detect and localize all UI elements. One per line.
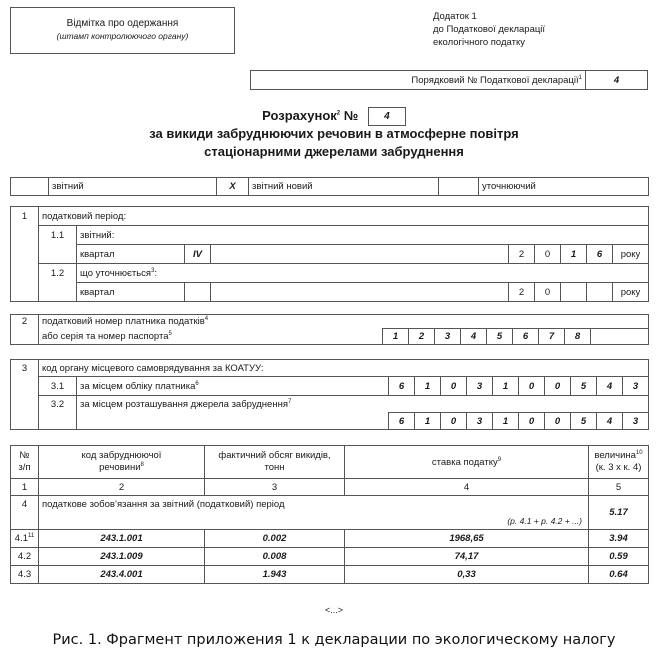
row43-num: 4.3 xyxy=(11,566,39,584)
s32-digit[interactable]: 0 xyxy=(441,413,467,430)
th-value-line1-text: величина xyxy=(594,450,636,461)
s2-digit[interactable] xyxy=(591,329,649,345)
s32-digit[interactable]: 4 xyxy=(597,413,623,430)
row4-formula: (р. 4.1 + р. 4.2 + ...) xyxy=(507,516,582,526)
s12-quarter: квартал xyxy=(77,283,185,302)
s12-year-2[interactable]: 0 xyxy=(535,283,561,302)
appendix-line1: Додаток 1 xyxy=(433,11,477,22)
serial-value[interactable]: 4 xyxy=(586,71,648,90)
th-no-line1: № xyxy=(19,450,30,461)
section-3 xyxy=(10,359,649,430)
s3-title: код органу місцевого самоврядування за КОАТУУ: xyxy=(39,360,649,377)
heading-sup: 2 xyxy=(336,110,341,117)
s31-label xyxy=(77,377,389,396)
s31-digit[interactable]: 3 xyxy=(467,377,493,396)
stamp-box xyxy=(10,7,235,54)
s31-digit[interactable]: 0 xyxy=(519,377,545,396)
row42-value[interactable]: 0.59 xyxy=(589,548,649,566)
row42-actual[interactable]: 0.008 xyxy=(205,548,345,566)
s11-quarter-value[interactable]: IV xyxy=(185,245,211,264)
s2-line1 xyxy=(39,315,649,329)
s31-digit[interactable]: 6 xyxy=(389,377,415,396)
s2-digit[interactable]: 4 xyxy=(461,329,487,345)
s32-label xyxy=(77,396,649,413)
s2-digit[interactable]: 8 xyxy=(565,329,591,345)
s2-sup1: 4 xyxy=(204,315,209,322)
s12-year-1[interactable]: 2 xyxy=(509,283,535,302)
th-actual xyxy=(205,446,345,479)
s31-digit[interactable]: 0 xyxy=(545,377,571,396)
s12-spacer xyxy=(211,283,509,302)
s32-digit[interactable]: 5 xyxy=(571,413,597,430)
ellipsis: <...> xyxy=(324,605,343,615)
s12-label xyxy=(77,264,649,283)
heading-number-box[interactable]: 4 xyxy=(368,107,406,126)
stamp-subtitle: (штамп контролюючого органу) xyxy=(56,31,189,41)
s31-digit[interactable]: 1 xyxy=(493,377,519,396)
s12-year-4[interactable] xyxy=(587,283,613,302)
row41-value[interactable]: 3.94 xyxy=(589,530,649,548)
s11-year-2[interactable]: 0 xyxy=(535,245,561,264)
type-reporting-mark[interactable]: X xyxy=(217,178,249,196)
th-code-line2 xyxy=(42,462,201,474)
serial-sup: 1 xyxy=(578,74,582,81)
row41-code[interactable]: 243.1.001 xyxy=(39,530,205,548)
s3-left-gap xyxy=(11,396,39,413)
s32-digit[interactable]: 3 xyxy=(623,413,649,430)
serial-row xyxy=(250,70,648,90)
s31-label-text: за місцем обліку платника xyxy=(80,380,196,392)
s32-digit[interactable]: 3 xyxy=(467,413,493,430)
s12-num-gap xyxy=(39,283,77,302)
s2-digit[interactable]: 6 xyxy=(513,329,539,345)
heading-line3: стаціонарними джерелами забруднення xyxy=(204,144,464,159)
row42-num: 4.2 xyxy=(11,548,39,566)
colnum: 4 xyxy=(345,479,589,496)
th-rate-sup: 9 xyxy=(497,456,502,463)
row41-num-text: 4.1 xyxy=(14,533,28,544)
s11-label: звітний: xyxy=(77,226,649,245)
s1-left-gap xyxy=(11,283,39,302)
section-1 xyxy=(10,206,649,302)
s32-digit[interactable]: 1 xyxy=(415,413,441,430)
serial-label xyxy=(251,71,586,90)
type-clarifying: уточнюючий xyxy=(479,178,649,196)
th-value-line2: (к. 3 х к. 4) xyxy=(595,462,642,473)
th-value-sup: 10 xyxy=(635,449,643,456)
row41-num xyxy=(11,530,39,548)
s31-digit[interactable]: 3 xyxy=(623,377,649,396)
declaration-type-row xyxy=(10,177,649,196)
s2-line2-text: або серія та номер паспорта xyxy=(42,330,169,342)
s12-label-text: що уточнюється xyxy=(80,267,152,279)
s11-spacer xyxy=(211,245,509,264)
s11-num: 1.1 xyxy=(39,226,77,245)
s31-digit[interactable]: 4 xyxy=(597,377,623,396)
th-no-line2: з/п xyxy=(18,462,31,473)
s2-digit[interactable]: 1 xyxy=(383,329,409,345)
s11-year-1[interactable]: 2 xyxy=(509,245,535,264)
s32-num-gap xyxy=(39,413,77,430)
figure-caption: Рис. 1. Фрагмент приложения 1 к декларации по экологическому налогу xyxy=(52,632,616,648)
heading-line2: за викиди забруднюючих речовин в атмосферне повітря xyxy=(149,126,519,141)
s2-digit[interactable]: 7 xyxy=(539,329,565,345)
th-value xyxy=(589,446,649,479)
colnum: 2 xyxy=(39,479,205,496)
row41-rate[interactable]: 1968,65 xyxy=(345,530,589,548)
section-2 xyxy=(10,314,649,345)
th-rate-text: ставка податку xyxy=(431,456,498,468)
row43-value[interactable]: 0.64 xyxy=(589,566,649,584)
s2-digit[interactable]: 5 xyxy=(487,329,513,345)
s32-digit[interactable]: 6 xyxy=(389,413,415,430)
row43-actual[interactable]: 1.943 xyxy=(205,566,345,584)
row41-actual[interactable]: 0.002 xyxy=(205,530,345,548)
s12-sup: 3 xyxy=(151,267,155,274)
th-code-line1: код забруднюючої xyxy=(81,450,162,461)
s31-digit[interactable]: 0 xyxy=(441,377,467,396)
appendix-line3: екологічного податку xyxy=(433,37,525,48)
row4-value[interactable]: 5.17 xyxy=(589,496,649,530)
th-actual-line1: фактичний обсяг викидів, xyxy=(218,450,331,461)
row41-sup: 11 xyxy=(27,532,35,539)
heading-line1 xyxy=(0,107,668,126)
s1-left-gap xyxy=(11,226,39,245)
s31-num: 3.1 xyxy=(39,377,77,396)
th-value-line1 xyxy=(589,450,648,462)
serial-label-text: Порядковий № Податкової декларації xyxy=(411,74,579,86)
stamp-title: Відмітка про одержання xyxy=(66,18,179,29)
s11-num-gap xyxy=(39,245,77,264)
s1-num: 1 xyxy=(11,207,39,226)
s1-title: податковий період: xyxy=(39,207,649,226)
s32-digit[interactable]: 0 xyxy=(545,413,571,430)
tax-calculation-table xyxy=(10,445,649,584)
s2-sup2: 5 xyxy=(168,330,172,337)
th-actual-line2: тонн xyxy=(264,462,285,473)
appendix-note xyxy=(433,10,545,49)
s2-num: 2 xyxy=(11,315,39,329)
type-spacer xyxy=(11,178,49,196)
th-code-line2-text: речовини xyxy=(99,462,141,473)
colnum: 5 xyxy=(589,479,649,496)
appendix-line2: до Податкової декларації xyxy=(433,24,546,35)
colnum: 1 xyxy=(11,479,39,496)
s12-year-3[interactable] xyxy=(561,283,587,302)
s12-year-label: року xyxy=(613,283,649,302)
s12-num: 1.2 xyxy=(39,264,77,283)
s2-line2 xyxy=(39,329,383,345)
s2-left-gap xyxy=(11,329,39,345)
s2-digit[interactable]: 2 xyxy=(409,329,435,345)
s32-num: 3.2 xyxy=(39,396,77,413)
th-no xyxy=(11,446,39,479)
s1-left-gap xyxy=(11,264,39,283)
s1-left-gap xyxy=(11,245,39,264)
s11-year-4[interactable]: 6 xyxy=(587,245,613,264)
row4-num: 4 xyxy=(11,496,39,530)
s3-left-gap xyxy=(11,377,39,396)
s31-digit[interactable]: 1 xyxy=(415,377,441,396)
th-code-sup: 8 xyxy=(140,461,144,468)
row42-rate[interactable]: 74,17 xyxy=(345,548,589,566)
s31-digit[interactable]: 5 xyxy=(571,377,597,396)
s3-left-gap xyxy=(11,413,39,430)
s31-sup: 6 xyxy=(195,380,199,387)
s32-label-text: за місцем розташування джерела забруднення xyxy=(80,398,288,410)
s32-digit[interactable]: 1 xyxy=(493,413,519,430)
s12-colon: : xyxy=(154,267,158,279)
row43-rate[interactable]: 0,33 xyxy=(345,566,589,584)
s12-quarter-value[interactable] xyxy=(185,283,211,302)
s3-num: 3 xyxy=(11,360,39,377)
s11-quarter: квартал xyxy=(77,245,185,264)
th-rate xyxy=(345,446,589,479)
row4-text: податкове зобов’язання за звітний (податковий) період xyxy=(42,499,285,510)
s32-digit[interactable]: 0 xyxy=(519,413,545,430)
row4-text-cell xyxy=(39,496,589,530)
s2-line1-text: податковий номер платника податків xyxy=(42,316,205,327)
row42-code[interactable]: 243.1.009 xyxy=(39,548,205,566)
s32-label-gap xyxy=(77,413,389,430)
row43-code[interactable]: 243.4.001 xyxy=(39,566,205,584)
type-new: звітний новий xyxy=(249,178,439,196)
th-code xyxy=(39,446,205,479)
colnum: 3 xyxy=(205,479,345,496)
type-new-mark[interactable] xyxy=(439,178,479,196)
s11-year-label: року xyxy=(613,245,649,264)
heading-no: № xyxy=(343,108,359,123)
heading-prefix: Розрахунок xyxy=(262,108,337,123)
s2-digit[interactable]: 3 xyxy=(435,329,461,345)
s32-sup: 7 xyxy=(287,398,292,405)
type-reporting: звітний xyxy=(49,178,217,196)
s11-year-3[interactable]: 1 xyxy=(561,245,587,264)
